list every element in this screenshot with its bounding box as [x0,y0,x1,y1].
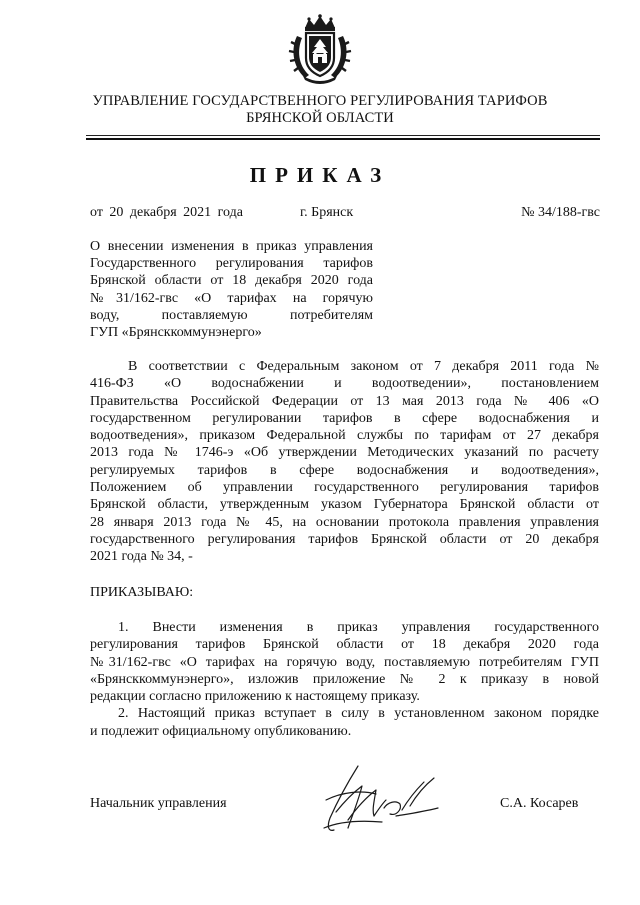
organization-name-line1: УПРАВЛЕНИЕ ГОСУДАРСТВЕННОГО РЕГУЛИРОВАНИЯ ТАРИФОВ [92,93,548,109]
preamble-line: 416-ФЗ «О водоснабжении и водоотведении», постановлением [90,376,599,392]
preamble-line: государственного регулирования тарифов Брянской области от 20 декабря [90,531,599,547]
preamble-line: Положением об управлении государственного регулирования тарифов [90,480,599,496]
order-item-line: регулирования тарифов Брянской области от 18 декабря 2020 года [90,637,599,653]
preamble-line: В соответствии с Федеральным законом от 7 декабря 2011 года № [128,359,599,374]
subject-line: воду, поставляемую потребителям [90,307,373,323]
order-item-line: и подлежит официальному опубликованию. [90,723,352,739]
preamble-line: Правительства Российской Федерации от 13 мая 2013 года № 406 «О [90,393,599,409]
order-item-line: №31/162-гвс «О тарифах на горячую воду, поставляемую потребителям ГУП [90,654,599,670]
organization-name-line2: БРЯНСКОЙ ОБЛАСТИ [246,110,394,126]
handwritten-signature [318,756,446,840]
signatory-name: С.А. Косарев [500,796,579,811]
signatory-role: Начальник управления [90,796,227,811]
order-item-line: 1. Внести изменения в приказ управления государственного [118,620,599,635]
preamble-line: государственном регулировании тарифов в сфере водоснабжения и [90,410,599,426]
subject-line: Брянской области от 18 декабря 2020 года [90,273,373,289]
order-item-line: редакции согласно приложению к настоящему приказу. [90,689,420,705]
document-subject [90,238,373,341]
document-number: № 34/188-гвс [521,205,600,220]
document-city: г. Брянск [300,205,354,220]
subject-line: №31/162-гвс «О тарифах на горячую [90,290,373,306]
document-date: от 20 декабря 2021 года [90,205,243,220]
preamble-line: 28 января 2013 года № 45, на основании протокола правления управления [90,514,599,530]
subject-line: Государственного регулирования тарифов [90,256,373,272]
subject-line: О внесении изменения в приказ управления [90,239,373,254]
order-item-line: «Брянсккоммунэнерго», изложив приложение № 2 к приказу в новой [90,671,599,687]
header-divider-thick [86,138,600,140]
order-items [90,619,599,740]
preamble-line: регулируемых тарифов в сфере водоснабжения и водоотведения», [90,462,599,478]
preamble-line: 2021 года № 34, - [90,549,193,565]
order-heading: ПРИКАЗЫВАЮ: [90,585,194,600]
preamble-line: Брянской области, утвержденным указом Губернатора Брянской области от [90,497,599,513]
preamble-paragraph [90,358,599,566]
preamble-line: водоотведения», приказом Федеральной службы по тарифам от 27 декабря [90,428,599,444]
preamble-line: 2013 года № 1746-э «Об утверждении Методических указаний по расчету [90,445,599,461]
coat-of-arms-icon [287,14,353,86]
header-divider-thin [86,135,600,136]
subject-line: ГУП «Брянсккоммунэнерго» [90,324,262,340]
document-title: ПРИКАЗ [249,163,391,187]
order-item-line: 2. Настоящий приказ вступает в силу в установленном законом порядке [118,706,599,722]
